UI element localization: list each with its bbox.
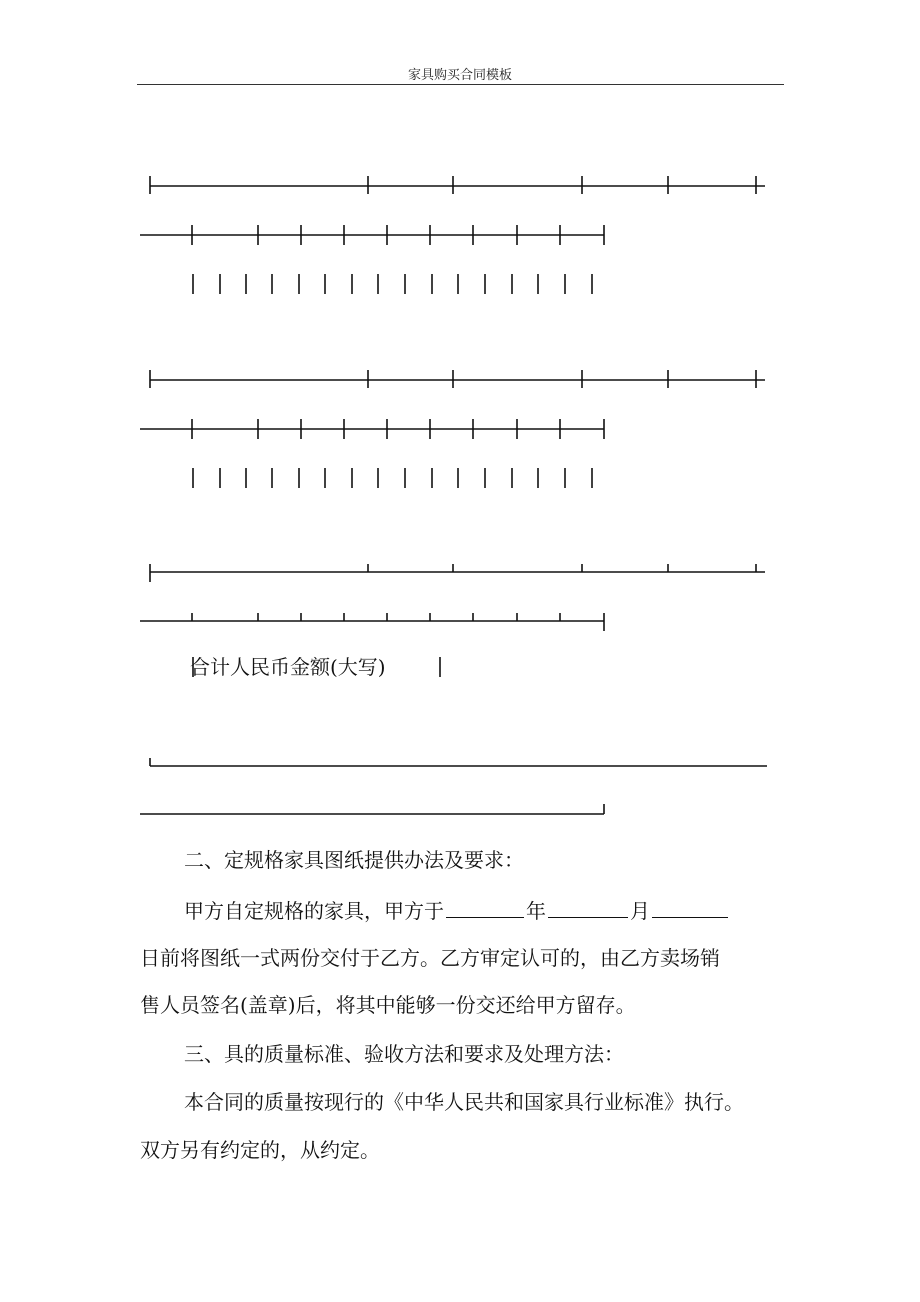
- year-label: 年: [526, 899, 546, 923]
- page-header-title: 家具购买合同模板: [407, 68, 512, 83]
- section2-line2: 日前将图纸一式两份交付于乙方。乙方审定认可的，由乙方卖场销: [140, 946, 720, 970]
- section2-line1: [184, 897, 829, 923]
- section2-heading: 二、定规格家具图纸提供办法及要求：: [184, 848, 524, 872]
- section3-line1: 本合同的质量按现行的《中华人民共和国家具行业标准》执行。: [184, 1090, 744, 1114]
- day-blank[interactable]: [652, 897, 728, 918]
- section2-line3: 售人员签名(盖章)后，将其中能够一份交还给甲方留存。: [140, 993, 636, 1017]
- section3-line2: 双方另有约定的，从约定。: [140, 1138, 380, 1162]
- section3-heading: 三、具的质量标准、验收方法和要求及处理方法：: [184, 1042, 624, 1066]
- month-label: 月: [630, 899, 650, 923]
- section2-line1-prefix: 甲方自定规格的家具，甲方于: [184, 899, 444, 923]
- month-blank[interactable]: [548, 897, 628, 918]
- total-amount-row: [190, 655, 386, 679]
- total-amount-label: 合计人民币金额(大写): [190, 655, 386, 679]
- year-blank[interactable]: [446, 897, 524, 918]
